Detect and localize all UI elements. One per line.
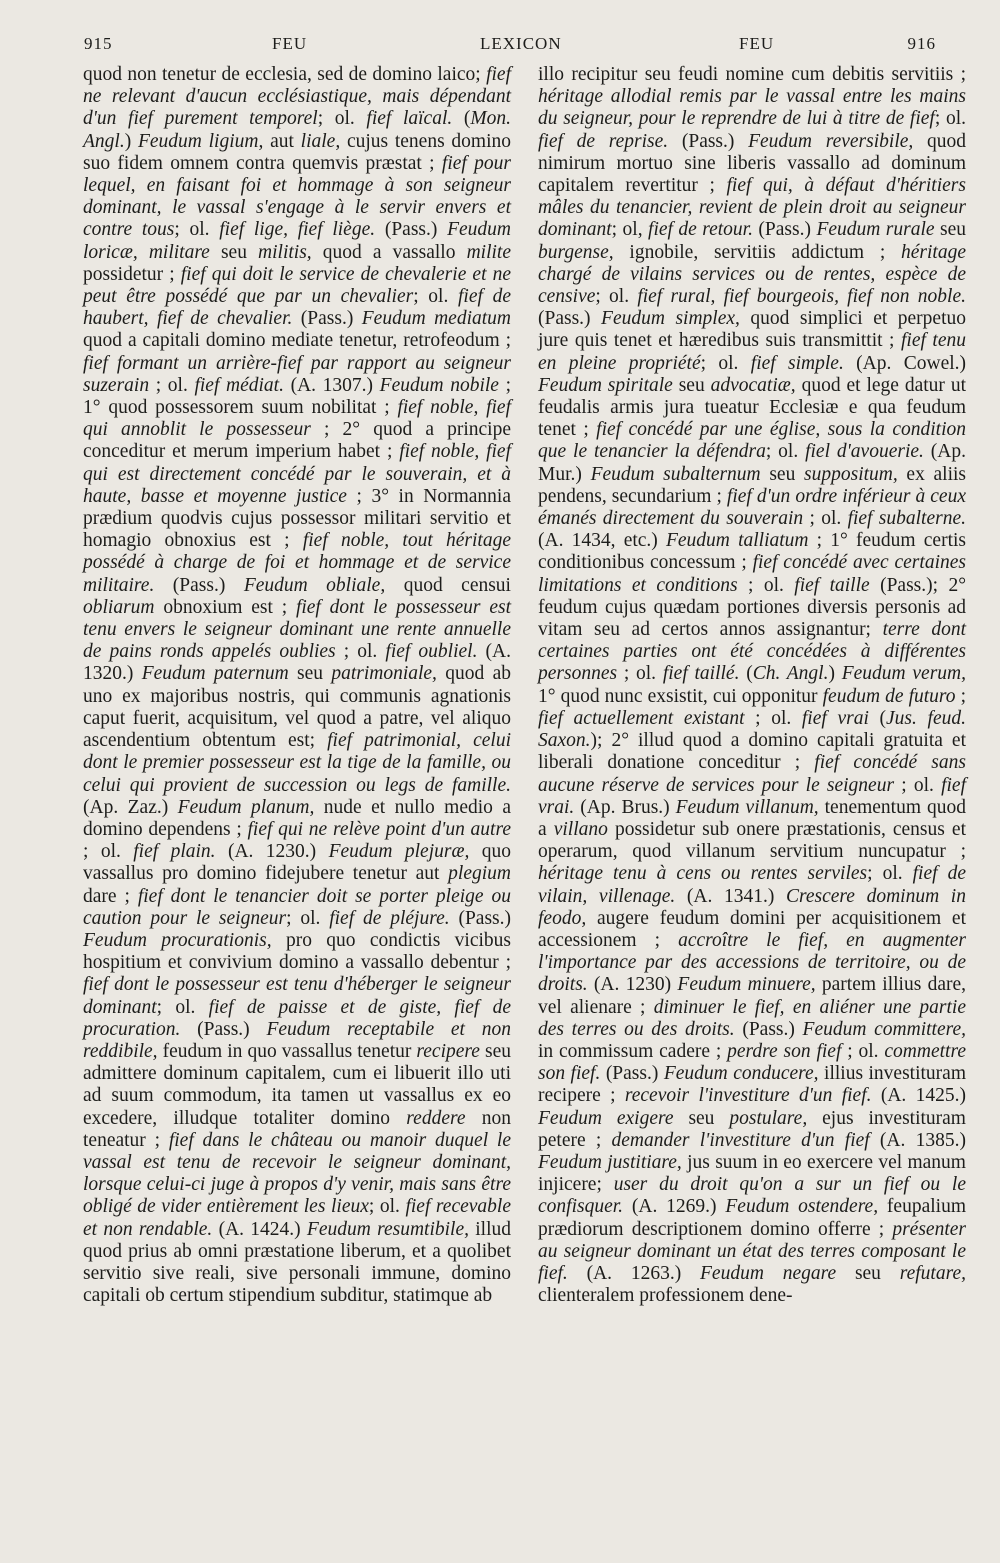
right-column <box>538 64 966 1307</box>
italic-text-segment: fiel d'avouerie. <box>805 441 924 463</box>
text-segment: cujus tenens domino suo fidem omnem contra quemvis præstat ; <box>83 130 512 174</box>
text-segment: quod a vassallo <box>311 241 467 263</box>
text-segment: ) <box>124 130 138 152</box>
text-segment: jus suum in eo exercere vel manum injicere; <box>538 1151 966 1196</box>
italic-text-segment: Feudum planum, <box>177 796 315 818</box>
text-segment: (A. 1425.) <box>871 1085 967 1107</box>
left-column <box>83 64 511 1307</box>
italic-text-segment: fief de paisse et de giste, fief de procuration. <box>83 996 512 1040</box>
text-segment: ; <box>955 685 966 707</box>
text-segment: ; ol. <box>368 1196 406 1218</box>
text-segment: ; ol. <box>335 641 386 663</box>
text-segment: ; ol. <box>737 574 795 596</box>
italic-text-segment: fief laïcal. <box>366 108 453 130</box>
italic-text-segment: feudum de futuro <box>822 685 956 707</box>
text-segment: (Ap. Mur.) <box>538 441 966 485</box>
text-segment: (Ap. Zaz.) <box>83 796 178 818</box>
italic-text-segment: fief de pléjure. <box>329 907 450 929</box>
italic-text-segment: obliarum <box>83 596 155 618</box>
italic-text-segment: fief actuellement existant <box>538 707 745 729</box>
italic-text-segment: fief patrimonial, celui dont le premier possesseur est la tige de la famille, ou celui qui provient de succession ou legs de famille. <box>83 730 511 796</box>
text-segment: ; ol. <box>317 108 367 130</box>
text-segment: seu <box>836 1262 900 1284</box>
italic-text-segment: milite <box>466 241 511 263</box>
text-segment: ; ol. <box>149 374 195 396</box>
italic-text-segment: Crescere dominum in feodo, <box>538 885 966 929</box>
right-column-text <box>538 64 966 1307</box>
italic-text-segment: Feudum simplex, <box>601 308 740 330</box>
italic-text-segment: Feudum loricæ, militare <box>83 219 511 263</box>
italic-text-segment: fief taillé. <box>662 663 740 685</box>
italic-text-segment: Feudum subalternum <box>590 463 761 485</box>
text-segment: ; ol. <box>803 508 848 530</box>
italic-text-segment: fief de haubert, fief de chevalier. <box>83 286 511 330</box>
italic-text-segment: fief simple. <box>750 352 844 374</box>
italic-text-segment: Feudum negare <box>700 1262 837 1284</box>
text-segment: ; ol. <box>617 663 663 685</box>
italic-text-segment: fief taille <box>794 574 870 596</box>
text-segment: ; ol. <box>83 841 134 863</box>
text-segment: feudum in quo vassallus tenetur <box>157 1040 417 1062</box>
italic-text-segment: fief qui doit le service de chevalerie et ne peut être possédé que par un chevalier <box>83 263 511 308</box>
italic-text-segment: commettre son fief. <box>538 1040 966 1085</box>
text-segment: (A. 1269.) <box>623 1196 726 1218</box>
text-segment: ; 1° feudum certis conditionibus concessum ; <box>538 530 966 574</box>
text-segment: ) <box>828 663 842 685</box>
italic-text-segment: diminuer le fief, en aliéner une partie des terres ou des droits. <box>538 996 966 1040</box>
text-segment: (Pass.) <box>734 1018 803 1040</box>
text-segment: ; ol. <box>841 1040 885 1062</box>
text-segment: ; ol. <box>700 352 751 374</box>
italic-text-segment: Feudum minuere, <box>677 974 816 996</box>
text-segment: ); 2° illud quod a domino capitali gratuita et liberali donatione conceditur ; <box>538 730 966 774</box>
italic-text-segment: Feudum conducere, <box>663 1063 819 1085</box>
text-segment: (Pass.) <box>668 130 749 152</box>
italic-text-segment: recipere <box>416 1040 480 1062</box>
text-segment: seu <box>760 463 805 485</box>
left-column-text <box>83 64 511 1307</box>
italic-text-segment: fief noble, fief qui est directement concédé par le souverain, et à haute, basse et moyenne justice <box>83 441 511 507</box>
italic-text-segment: Feudum villanum, <box>675 796 819 818</box>
italic-text-segment: Feudum reversibile, <box>748 130 914 152</box>
text-segment: (A. 1385.) <box>869 1129 966 1151</box>
italic-text-segment: Feudum justitiare, <box>538 1151 682 1173</box>
italic-text-segment: fief d'un ordre inférieur à ceux émanés directement du souverain <box>538 485 966 530</box>
italic-text-segment: Feudum resumtibile, <box>306 1218 469 1240</box>
italic-text-segment: Feudum ostendere, <box>725 1196 879 1218</box>
text-segment: obnoxium est ; <box>154 596 296 618</box>
text-segment: (A. 1230.) <box>215 841 329 863</box>
text-segment: partem illius dare, vel alienare ; <box>538 974 967 1018</box>
text-segment: pro quo condictis vicibus hospitium et convivium domino a vassallo debentur ; <box>83 929 511 974</box>
text-segment: ; ol. <box>894 774 942 796</box>
italic-text-segment: fief subalterne. <box>847 508 966 530</box>
italic-text-segment: perdre son fief <box>727 1040 842 1062</box>
italic-text-segment: fief lige, fief liège. <box>219 219 376 241</box>
text-segment: 1° quod nunc exsistit, cui opponitur <box>538 685 823 707</box>
text-segment: ejus investituram petere ; <box>538 1107 966 1151</box>
text-segment: quod censui <box>385 574 511 596</box>
text-segment: (Ap. Brus.) <box>574 796 676 818</box>
italic-text-segment: liale, <box>300 130 341 152</box>
italic-text-segment: Feudum receptabile et non reddibile, <box>83 1018 511 1062</box>
text-segment: seu <box>934 219 966 241</box>
italic-text-segment: plegium <box>448 863 511 885</box>
text-segment: (A. 1424.) <box>212 1218 307 1240</box>
text-segment: (Ap. Cowel.) <box>843 352 967 374</box>
text-segment: (Pass.); 2° feudum cujus quædam portiones diversis personis ad vitam seu ad certos annos assignantur; <box>538 574 967 641</box>
text-segment: clienteralem professionem dene- <box>538 1285 793 1307</box>
italic-text-segment: Feudum spiritale <box>538 374 673 396</box>
italic-text-segment: fief dont le possesseur est tenu envers le seigneur dominant une rente annuelle de pains ronds appelés oublies <box>83 596 511 663</box>
italic-text-segment: fief qui ne relève point d'un autre <box>247 818 511 840</box>
text-segment: seu <box>673 1107 730 1129</box>
italic-text-segment: fief de vilain, villenage. <box>538 863 966 907</box>
text-segment: quod a capitali domino mediate tenetur, retrofeodum ; <box>83 330 511 352</box>
text-segment: ; ol. <box>413 286 458 308</box>
header-title: LEXICON <box>480 34 562 53</box>
italic-text-segment: Feudum mediatum <box>361 308 511 330</box>
text-segment: (A. 1263.) <box>567 1262 701 1284</box>
text-segment: ; ol. <box>174 219 220 241</box>
text-segment: ex aliis pendens, secundarium ; <box>538 463 967 507</box>
text-segment: ; ol, <box>611 219 649 241</box>
italic-text-segment: héritage chargé de vilains services ou de rentes, espèce de censive <box>538 241 966 308</box>
italic-text-segment: fief dont le possesseur est tenu d'héberger le seigneur dominant <box>83 974 511 1018</box>
text-segment: seu <box>672 374 711 396</box>
text-segment: in commissum cadere ; <box>538 1040 728 1062</box>
page-number-left: 915 <box>84 34 113 53</box>
text-segment: possidetur ; <box>83 263 181 285</box>
text-segment: feupalium prædiorum descriptionem domino offerre ; <box>538 1196 966 1240</box>
italic-text-segment: Jus. feud. Saxon. <box>538 707 966 752</box>
text-segment: ; ol. <box>934 108 966 130</box>
text-segment: (Pass.) <box>375 219 448 241</box>
italic-text-segment: héritage allodial remis par le vassal entre les mains du seigneur, pour le reprendre de lui à titre de fief <box>538 86 966 130</box>
text-segment: quo vassallus pro domino fidejubere tenetur aut <box>83 841 511 885</box>
italic-text-segment: user du droit qu'on a sur un fief ou le confisquer. <box>538 1174 966 1218</box>
text-segment: dare ; <box>83 885 138 907</box>
italic-text-segment: fief tenu en pleine propriété <box>538 330 966 374</box>
italic-text-segment: villano <box>553 818 608 840</box>
running-header <box>84 34 936 60</box>
text-segment: nude et nullo medio a domino dependens ; <box>83 796 511 840</box>
italic-text-segment: Feudum exigere <box>538 1107 674 1129</box>
italic-text-segment: accroître le fief, en augmenter l'importance par des accessions de territoire, ou de droits. <box>538 929 966 996</box>
italic-text-segment: fief noble, tout héritage possédé à charge de foi et hommage et de service militaire. <box>83 530 511 596</box>
text-segment: augere feudum domini per acquisitionem et accessionem ; <box>538 907 966 951</box>
italic-text-segment: burgense, <box>538 241 614 263</box>
text-segment: ; ol. <box>744 707 802 729</box>
italic-text-segment: recevoir l'investiture d'un fief. <box>624 1085 872 1107</box>
text-segment: quod non tenetur de ecclesia, sed de domino laico; <box>83 64 487 85</box>
italic-text-segment: fief dans le château ou manoir duquel le vassal est tenu de recevoir le seigneur dominant, lorsque celui-ci juge à propos d'y venir, mais sans être obligé de vider entièrement les lieux <box>83 1129 511 1218</box>
italic-text-segment: demander l'investiture d'un fief <box>611 1129 870 1151</box>
text-segment: (Pass.) <box>600 1063 664 1085</box>
page-number-right: 916 <box>907 34 936 53</box>
italic-text-segment: fief vrai. <box>538 774 966 818</box>
text-segment: seu admittere dominum capitalem, cum ei libuerit illo uti ad suum commodum, ita tamen ut vassallus ex eo excedere, illudque totaliter domino <box>83 1040 511 1129</box>
italic-text-segment: patrimoniale, <box>331 663 437 685</box>
text-segment: (A. 1230) <box>587 974 678 996</box>
text-segment: illius investituram recipere ; <box>538 1063 966 1107</box>
text-segment: (Pass.) <box>154 574 244 596</box>
italic-text-segment: fief oubliel. <box>385 641 478 663</box>
italic-text-segment: Feudum committere, <box>802 1018 966 1040</box>
text-segment: ; ol. <box>765 441 806 463</box>
text-segment: non teneatur ; <box>83 1107 512 1151</box>
italic-text-segment: fief rural, fief bourgeois, fief non noble. <box>637 286 966 308</box>
headword-right: FEU <box>739 34 775 53</box>
italic-text-segment: présenter au seigneur dominant un état des terres composant le fief. <box>538 1218 966 1284</box>
text-segment: ; 1° quod possessorem suum nobilitat ; <box>83 374 512 419</box>
text-segment: ignobile, servitiis addictum ; <box>613 241 902 263</box>
italic-text-segment: héritage tenu à cens ou rentes serviles <box>538 863 868 885</box>
text-segment: (Pass.) <box>752 219 817 241</box>
text-segment: (Pass.) <box>538 308 602 330</box>
italic-text-segment: Feudum plejuræ, <box>328 841 470 863</box>
italic-text-segment: fief de retour. <box>648 219 753 241</box>
text-segment: ; 3° in Normannia prædium quodvis cujus possessor militari servitio et homagio obnoxius est ; <box>83 485 511 552</box>
text-segment: ( <box>452 108 471 130</box>
italic-text-segment: fief noble, fief qui annoblit le possesseur <box>83 397 511 441</box>
italic-text-segment: terre dont certaines parties ont été concédées à différentes personnes <box>538 619 966 685</box>
italic-text-segment: fief vrai <box>801 707 869 729</box>
italic-text-segment: fief concédé sans aucune réserve de services pour le seigneur <box>538 752 966 796</box>
text-segment: quod simplici et perpetuo jure quis tenet et hæredibus suis transmittit ; <box>538 308 966 352</box>
italic-text-segment: advocatiæ, <box>710 374 796 396</box>
italic-text-segment: postulare, <box>729 1107 808 1129</box>
italic-text-segment: Feudum procurationis, <box>83 929 272 951</box>
text-segment: ( <box>868 707 887 729</box>
italic-text-segment: fief de reprise. <box>538 130 669 152</box>
italic-text-segment: Mon. Angl. <box>83 108 511 152</box>
italic-text-segment: fief concédé avec certaines limitations et conditions <box>538 552 966 596</box>
italic-text-segment: reddere <box>406 1107 466 1129</box>
text-segment: ; 2° quod a principe conceditur et merum imperium habet ; <box>83 419 512 463</box>
text-segment: possidetur sub onere præstationis, census et operarum, quod villanum servitium nuncupatur ; <box>538 818 966 863</box>
text-segment: ( <box>739 663 753 685</box>
italic-text-segment: suppositum, <box>804 463 898 485</box>
text-segment: (A. 1434, etc.) <box>538 530 666 552</box>
italic-text-segment: fief pour lequel, en faisant foi et hommage à son seigneur dominant, le vassal s'engage à le servir envers et contre tous <box>83 152 511 241</box>
text-segment: (Pass.) <box>180 1018 267 1040</box>
italic-text-segment: fief qui, à défaut d'héritiers mâles du tenancier, revient de plein droit au seigneur dominant <box>538 175 966 241</box>
italic-text-segment: fief dont le tenancier doit se porter pleige ou caution pour le seigneur <box>83 885 511 929</box>
italic-text-segment: Feudum obliale, <box>243 574 386 596</box>
headword-left: FEU <box>272 34 308 53</box>
italic-text-segment: Feudum nobile <box>379 374 499 396</box>
text-segment: (A. 1341.) <box>675 885 786 907</box>
text-segment: (A. 1320.) <box>83 641 511 685</box>
text-segment: ; ol. <box>156 996 209 1018</box>
italic-text-segment: fief formant un arrière-fief par rapport au seigneur suzerain <box>83 352 511 396</box>
italic-text-segment: Feudum ligium, <box>137 130 264 152</box>
italic-text-segment: fief recevable et non rendable. <box>83 1196 511 1240</box>
text-segment: (Pass.) <box>449 907 511 929</box>
text-segment: aut <box>263 130 301 152</box>
text-segment: quod ab uno ex majoribus nostris, qui communis agnationis caput fuerit, acquisitum, vel quod a patre, vel aliquo ascendentium obtentum est; <box>83 663 511 752</box>
text-segment: tenementum quod a <box>538 796 967 840</box>
text-segment: ; ol. <box>867 863 913 885</box>
italic-text-segment: militis, <box>258 241 312 263</box>
text-segment: quod et lege datur ut feudalis armis jura tueatur Ecclesiæ e qua feudum tenet ; <box>538 374 966 441</box>
text-segment: ; ol. <box>595 286 638 308</box>
text-segment: (A. 1307.) <box>283 374 380 396</box>
italic-text-segment: refutare, <box>899 1262 966 1284</box>
italic-text-segment: fief médiat. <box>194 374 284 396</box>
italic-text-segment: Feudum verum, <box>841 663 967 685</box>
italic-text-segment: Feudum paternum <box>141 663 289 685</box>
italic-text-segment: Feudum talliatum <box>665 530 809 552</box>
italic-text-segment: Ch. Angl. <box>752 663 829 685</box>
italic-text-segment: fief plain. <box>133 841 216 863</box>
text-segment: seu <box>209 241 259 263</box>
text-segment: seu <box>288 663 332 685</box>
italic-text-segment: fief ne relevant d'aucun ecclésiastique, mais dépendant d'un fief purement temporel <box>83 64 511 130</box>
text-segment: quod nimirum mortuo sine liberis vassallo ad dominum capitalem revertitur ; <box>538 130 966 197</box>
text-segment: illud quod prius ab omni præstatione liberum, et a quolibet servitio sive reali, sive personali immune, domino capitali ob certum stipendium subditur, statimque ab <box>83 1218 511 1307</box>
italic-text-segment: fief concédé par une église, sous la condition que le tenancier la défendra <box>538 419 966 463</box>
text-segment: (Pass.) <box>292 308 362 330</box>
text-segment: ; ol. <box>286 907 330 929</box>
text-segment: illo recipitur seu feudi nomine cum debitis servitiis ; <box>538 64 966 85</box>
italic-text-segment: Feudum rurale <box>816 219 935 241</box>
